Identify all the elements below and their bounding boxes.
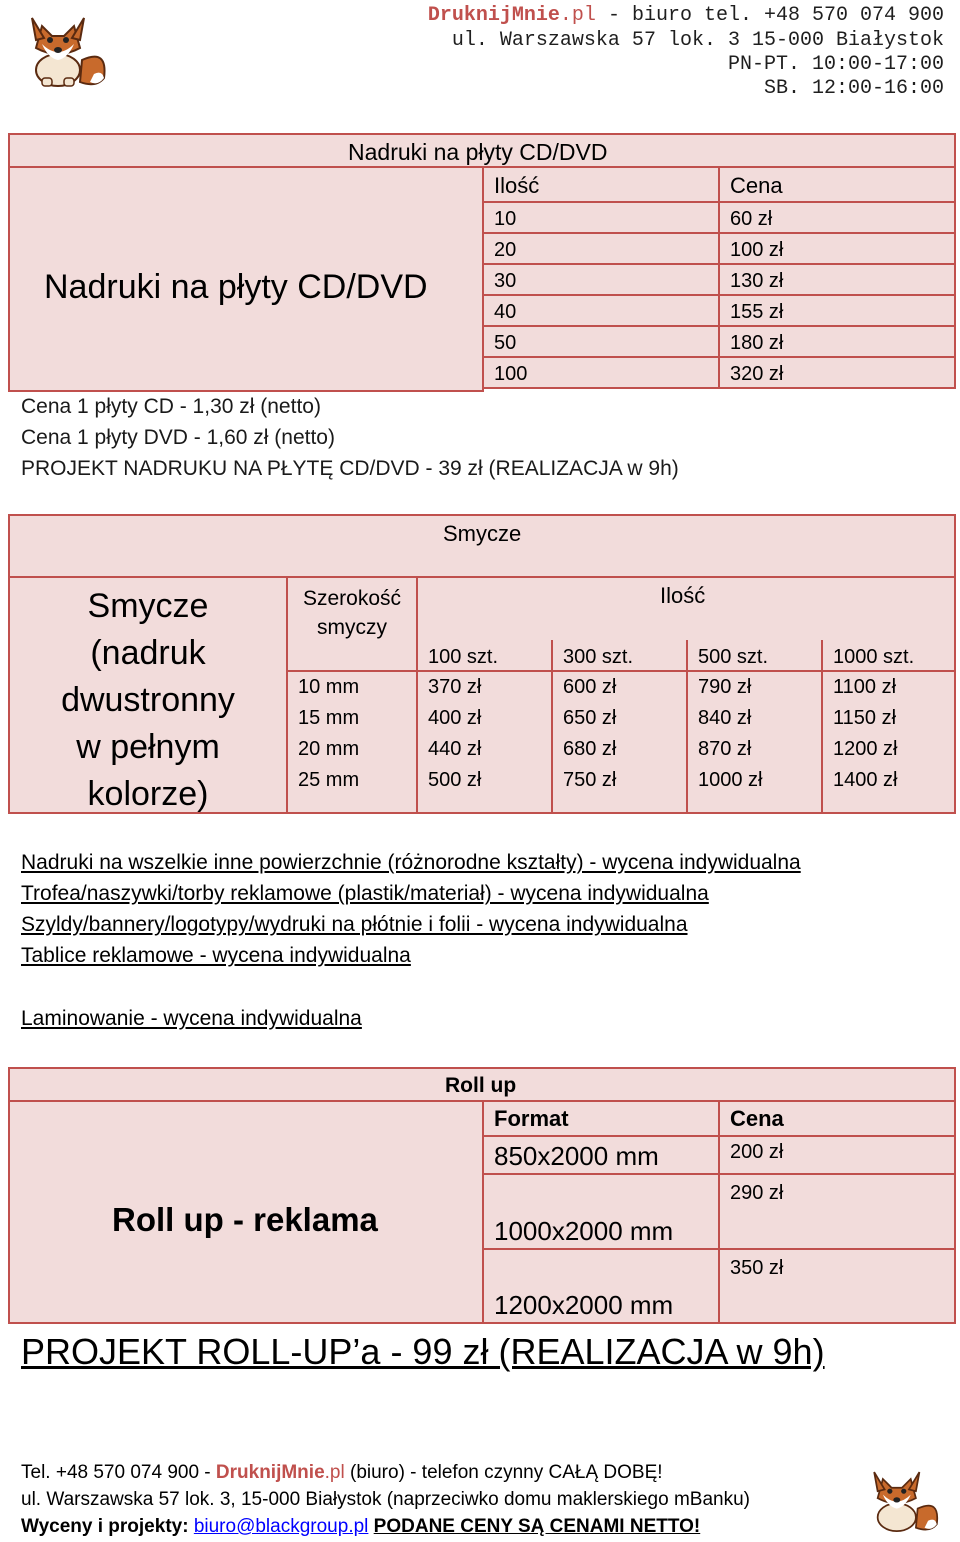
smycze-row-width: 10 mm	[298, 676, 360, 698]
smycze-title-line: w pełnym	[76, 728, 220, 766]
cd-dvd-header: Nadruki na płyty CD/DVD	[348, 139, 608, 165]
service-item: Trofea/naszywki/torby reklamowe (plastik/materiał) - wycena indywidualna	[21, 882, 709, 905]
smycze-row-price: 1200 zł	[833, 738, 898, 760]
footer-phone: Tel. +48 570 074 900 -	[21, 1462, 216, 1483]
cd-row-price: 320 zł	[730, 363, 784, 385]
brand-tld: .pl	[559, 4, 596, 27]
rollup-project-note: PROJEKT ROLL-UP’a - 99 zł (REALIZACJA w 9h)	[21, 1331, 825, 1372]
smycze-title-line: kolorze)	[87, 775, 209, 813]
smycze-row-divider	[286, 670, 956, 672]
smycze-title-line: Smycze	[87, 587, 209, 625]
footer-phone-line	[21, 1463, 663, 1482]
smycze-col-width: Szerokość smyczy	[302, 587, 402, 639]
cd-dvd-title: Nadruki na płyty CD/DVD	[44, 268, 428, 306]
service-item: Nadruki na wszelkie inne powierzchnie (różnorodne kształty) - wycena indywidualna	[21, 851, 801, 874]
footer-brand-tld: .pl	[324, 1462, 345, 1483]
smycze-row-price: 840 zł	[698, 707, 752, 729]
smycze-row-price: 870 zł	[698, 738, 752, 760]
cd-col-price: Cena	[730, 173, 783, 198]
footer-net-notice: PODANE CENY SĄ CENAMI NETTO!	[373, 1516, 701, 1537]
footer-address: ul. Warszawska 57 lok. 3, 15-000 Białystok (naprzeciwko domu maklerskiego mBanku)	[21, 1489, 750, 1510]
rollup-row-format: 1200x2000 mm	[494, 1290, 674, 1320]
smycze-row-price: 790 zł	[698, 676, 752, 698]
service-item: Szyldy/bannery/logotypy/wydruki na płótnie i folii - wycena indywidualna	[21, 913, 688, 936]
smycze-row-width: 25 mm	[298, 769, 360, 791]
cd-row-price: 155 zł	[730, 301, 784, 323]
smycze-col-divider	[821, 640, 823, 814]
smycze-row-price: 500 zł	[428, 769, 482, 791]
rollup-col-price: Cena	[730, 1106, 784, 1131]
cd-qty-cell	[482, 294, 720, 327]
rollup-row-price: 200 zł	[730, 1141, 784, 1163]
cd-col-qty: Ilość	[494, 173, 540, 198]
header-hours-weekdays: PN-PT. 10:00-17:00	[727, 53, 944, 76]
rollup-header: Roll up	[445, 1074, 517, 1097]
smycze-row-price: 370 zł	[428, 676, 482, 698]
cd-qty-cell	[482, 263, 720, 296]
footer-fox-logo-icon	[862, 1462, 942, 1536]
smycze-header: Smycze	[443, 521, 522, 546]
rollup-row-format: 1000x2000 mm	[494, 1216, 674, 1246]
smycze-qty-header: 500 szt.	[698, 646, 769, 668]
footer-email-link[interactable]: biuro@blackgroup.pl	[193, 1516, 369, 1537]
cd-note-cd-price: Cena 1 płyty CD - 1,30 zł (netto)	[21, 395, 321, 418]
smycze-qty-header: 1000 szt.	[833, 646, 915, 668]
smycze-row-price: 440 zł	[428, 738, 482, 760]
laminating-note: Laminowanie - wycena indywidualna	[21, 1007, 362, 1030]
cd-qty-cell	[482, 325, 720, 358]
cd-row-qty: 20	[494, 239, 517, 261]
smycze-qty-header: 300 szt.	[563, 646, 634, 668]
smycze-title	[8, 583, 288, 818]
footer-phone-note: (biuro) - telefon czynny CAŁĄ DOBĘ!	[344, 1462, 663, 1483]
footer-quotes-label: Wyceny i projekty:	[21, 1516, 189, 1537]
smycze-row-price: 1000 zł	[698, 769, 763, 791]
smycze-row-width: 15 mm	[298, 707, 360, 729]
rollup-row-format: 850x2000 mm	[494, 1141, 659, 1171]
service-item: Tablice reklamowe - wycena indywidualna	[21, 944, 411, 967]
brand-name[interactable]: DruknijMnie	[427, 4, 560, 27]
smycze-col-qty: Ilość	[660, 583, 706, 608]
smycze-row-width: 20 mm	[298, 738, 360, 760]
header-phone: - biuro tel. +48 570 074 900	[595, 4, 944, 27]
cd-row-qty: 40	[494, 301, 517, 323]
footer-quotes-line	[21, 1517, 700, 1536]
header-contact-line	[428, 6, 944, 26]
cd-row-qty: 50	[494, 332, 517, 354]
smycze-row-price: 1100 zł	[833, 676, 897, 698]
cd-row-qty: 100	[494, 363, 528, 385]
fox-logo-icon	[18, 8, 110, 90]
smycze-row-price: 1150 zł	[833, 707, 897, 729]
smycze-row-price: 1400 zł	[833, 769, 898, 791]
rollup-title: Roll up - reklama	[112, 1201, 378, 1238]
cd-qty-cell	[482, 232, 720, 265]
rollup-row-price: 350 zł	[730, 1257, 784, 1279]
cd-note-dvd-price: Cena 1 płyty DVD - 1,60 zł (netto)	[21, 426, 335, 449]
smycze-row-price: 600 zł	[563, 676, 617, 698]
smycze-col-divider	[686, 640, 688, 814]
smycze-col-divider	[551, 640, 553, 814]
smycze-row-price: 400 zł	[428, 707, 482, 729]
header-address: ul. Warszawska 57 lok. 3 15-000 Białystok	[451, 29, 944, 52]
cd-row-price: 100 zł	[730, 239, 784, 261]
smycze-title-line: dwustronny	[61, 681, 235, 719]
footer-brand-name[interactable]: DruknijMnie	[215, 1462, 325, 1483]
cd-row-price: 60 zł	[730, 208, 773, 230]
smycze-title-line: (nadruk	[90, 634, 206, 672]
cd-row-qty: 10	[494, 208, 517, 230]
smycze-qty-header: 100 szt.	[428, 646, 499, 668]
header-hours-saturday: SB. 12:00-16:00	[763, 77, 944, 100]
rollup-col-format: Format	[494, 1106, 569, 1131]
rollup-row-price: 290 zł	[730, 1182, 784, 1204]
cd-row-price: 130 zł	[730, 270, 784, 292]
smycze-row-price: 750 zł	[563, 769, 617, 791]
smycze-row-price: 650 zł	[563, 707, 617, 729]
cd-qty-cell	[482, 201, 720, 234]
cd-note-project: PROJEKT NADRUKU NA PŁYTĘ CD/DVD - 39 zł (REALIZACJA w 9h)	[21, 457, 679, 480]
cd-row-price: 180 zł	[730, 332, 784, 354]
cd-row-qty: 30	[494, 270, 517, 292]
smycze-row-price: 680 zł	[563, 738, 617, 760]
